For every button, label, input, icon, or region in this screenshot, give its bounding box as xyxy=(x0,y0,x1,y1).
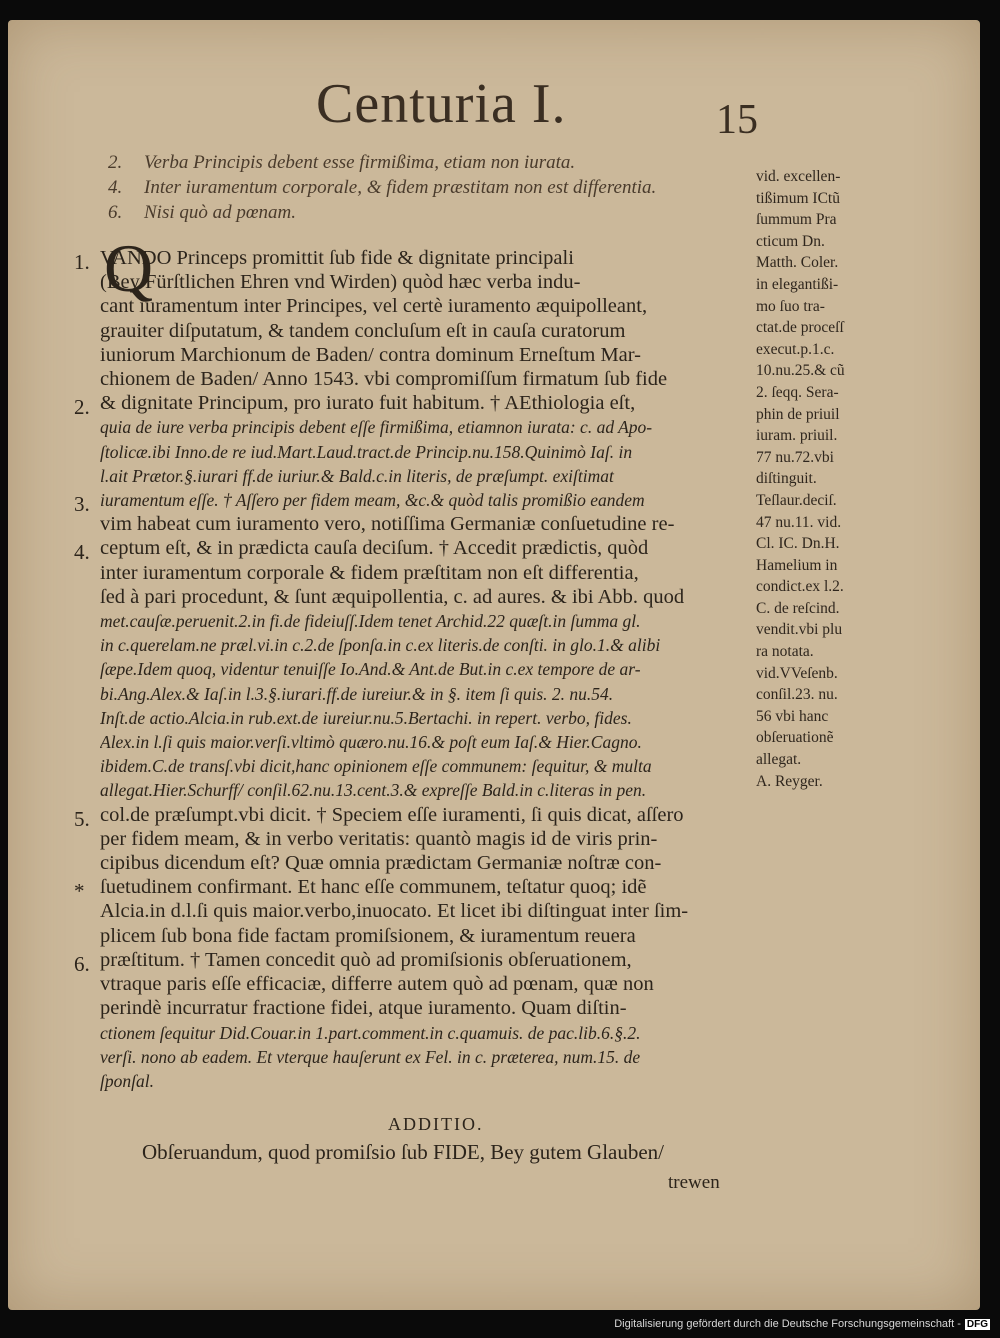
body-line: col.de præſumpt.vbi dicit. † Speciem eſſe iuramenti, ſi quis dicat, aſſero xyxy=(100,803,684,826)
body-line: Inſt.de actio.Alcia.in rub.ext.de iureiur.nu.5.Bertachi. in repert. verbo, fides. xyxy=(100,707,632,728)
summary-number: 4. xyxy=(108,177,123,198)
body-line: (Bey Fürſtlichen Ehren vnd Wirden) quòd hæc verba indu- xyxy=(100,271,581,294)
body-line: met.cauſæ.peruenit.2.in fi.de fideiuſſ.Idem tenet Archid.22 quæſt.in ſumma gl. xyxy=(100,611,641,632)
section-numeral: 6. xyxy=(74,951,90,976)
body-line: vtraque paris eſſe efficaciæ, differre autem quò ad pœnam, quæ non xyxy=(100,973,654,996)
body-line: cipibus dicendum eſt? Quæ omnia prædictam Germaniæ noſtræ con- xyxy=(100,852,662,875)
body-line: Alex.in l.ſi quis maior.verſi.vltimò quæro.nu.16.& poſt eum Iaſ.& Hier.Cagno. xyxy=(100,732,642,753)
dfg-logo: DFG xyxy=(966,1319,988,1330)
summary-item xyxy=(108,175,748,200)
additio-line-2: trewen xyxy=(668,1172,720,1193)
page-title: Centuria I. xyxy=(316,73,567,135)
body-line: & dignitate Principum, pro iurato fuit habitum. † AEthiologia eſt, xyxy=(100,392,636,415)
summary-text: Verba Principis debent esse firmißima, etiam non iurata. xyxy=(144,152,576,173)
body-line: inter iuramentum corporale & fidem præſtitam non eſt differentia, xyxy=(100,561,639,584)
body-line: cant iuramentum inter Principes, vel certè iuramento æquipolleant, xyxy=(100,295,648,318)
body-line: perindè incurratur fractione fidei, atque iuramento. Quam diſtin- xyxy=(100,997,627,1020)
body-line: l.ait Prætor.§.iurari ff.de iuriur.& Bald.c.in literis, de præſumpt. exiſtimat xyxy=(100,465,614,486)
summary-text: Inter iuramentum corporale, & fidem præstitam non est differentia. xyxy=(144,177,657,198)
body-line: ſæpe.Idem quoq, videntur tenuiſſe Io.And.& Ant.de But.in c.ex tempore de ar- xyxy=(100,659,641,680)
summary-text: Nisi quò ad pœnam. xyxy=(144,202,297,223)
body-line: per fidem meam, & in verbo veritatis: quantò magis id de viris prin- xyxy=(100,827,658,850)
margin-note: vid. excellen- tißimum ICtũ ſummum Pra cticum Dn. Matth. Coler. in elegantißi- mo ſuo tra- ctat.de proceſſ execut.p.1.c. 10.nu.25.& cũ 2. ſeqq. Sera- phin de priuil iuram. priuil. 77 nu.72.vbi diſtinguit. Teſlaur.deciſ. 47 nu.11. vid. Cl. IC. Dn.H. Hamelium in condict.ex l.2. C. de reſcind. vendit.vbi plu ra notata. vid.VVeſenb. conſil.23. nu. 56 vbi hanc obſeruationẽ allegat. A. Reyger. xyxy=(756,168,845,790)
body-line: quia de iure verba principis debent eſſe firmißima, etiamnon iurata: c. ad Apo- xyxy=(100,417,653,438)
section-numeral: 3. xyxy=(74,492,90,516)
summary-item xyxy=(108,150,748,175)
body-line: ſponſal. xyxy=(100,1070,154,1091)
footer-credit xyxy=(0,1318,990,1330)
body-line: bi.Ang.Alex.& Iaſ.in l.3.§.iurari.ff.de iureiur.& in §. item ſi quis. 2. nu.54. xyxy=(100,683,614,704)
body-line: verſi. nono ab eadem. Et vterque hauſerunt ex Fel. in c. præterea, num.15. de xyxy=(100,1046,641,1067)
body-line: vim habeat cum iuramento vero, notiſſima Germaniæ conſuetudine re- xyxy=(100,513,675,536)
body-line: ceptum eſt, & in prædicta cauſa deciſum. † Accedit prædictis, quòd xyxy=(100,537,649,560)
body-line: grauiter diſputatum, & tandem concluſum eſt in cauſa curatorum xyxy=(100,319,626,342)
body-line: ſtolicæ.ibi Inno.de re iud.Mart.Laud.tract.de Princip.nu.158.Quinimò Iaſ. in xyxy=(100,441,633,462)
body-line: ſed à pari procedunt, & ſunt æquipollentia, c. ad aures. & ibi Abb. quod xyxy=(100,585,685,608)
body-text xyxy=(100,246,750,1093)
body-line: VANDO Princeps promittit ſub fide & dignitate principali xyxy=(100,247,574,269)
section-numeral: 4. xyxy=(74,540,90,565)
body-line: ctionem ſequitur Did.Couar.in 1.part.comment.in c.quamuis. de pac.lib.6.§.2. xyxy=(100,1022,641,1043)
body-line: iuramentum eſſe. † Aſſero per fidem meam, &c.& quòd talis promißio eandem xyxy=(100,490,645,511)
summary-number: 6. xyxy=(108,202,123,223)
body-line: ſuetudinem confirmant. Et hanc eſſe communem, teſtatur quoq; idẽ xyxy=(100,876,647,899)
body-line: in c.querelam.ne præl.vi.in c.2.de ſponſa.in c.ex literis.de conſti. in glo.1.& alibi xyxy=(100,635,661,656)
summary-number: 2. xyxy=(108,152,123,173)
summary-list xyxy=(108,150,748,225)
body-line: præſtitum. † Tamen concedit quò ad promiſsionis obſeruationem, xyxy=(100,948,632,971)
additio-heading: ADDITIO. xyxy=(388,1114,484,1134)
body-line: ibidem.C.de transſ.vbi dicit,hanc opinionem eſſe communem: ſequitur, & multa xyxy=(100,756,652,777)
body-line: Alcia.in d.l.ſi quis maior.verbo,inuocato. Et licet ibi diſtinguat inter ſim- xyxy=(100,900,689,923)
additio-line-1: Obſeruandum, quod promiſsio ſub FIDE, Bey gutem Glauben/ xyxy=(142,1140,665,1164)
page-number: 15 xyxy=(716,97,758,143)
drop-cap: Q xyxy=(104,230,154,306)
section-numeral: 2. xyxy=(74,395,90,420)
body-line: iuniorum Marchionum de Baden/ contra dominum Erneſtum Mar- xyxy=(100,343,642,366)
summary-item xyxy=(108,200,748,225)
body-line: chionem de Baden/ Anno 1543. vbi compromiſſum firmatum ſub fide xyxy=(100,368,668,391)
section-numeral: * xyxy=(74,879,85,904)
section-numeral: 5. xyxy=(74,806,90,831)
body-line: allegat.Hier.Schurff/ conſil.62.nu.13.cent.3.& expreſſe Bald.in c.literas in pen. xyxy=(100,780,647,801)
body-line: plicem ſub bona fide factam promiſsionem, & iuramentum reuera xyxy=(100,924,636,947)
footer-text: Digitalisierung gefördert durch die Deutsche Forschungsgemeinschaft - xyxy=(614,1318,961,1330)
section-numeral: 1. xyxy=(74,250,90,274)
